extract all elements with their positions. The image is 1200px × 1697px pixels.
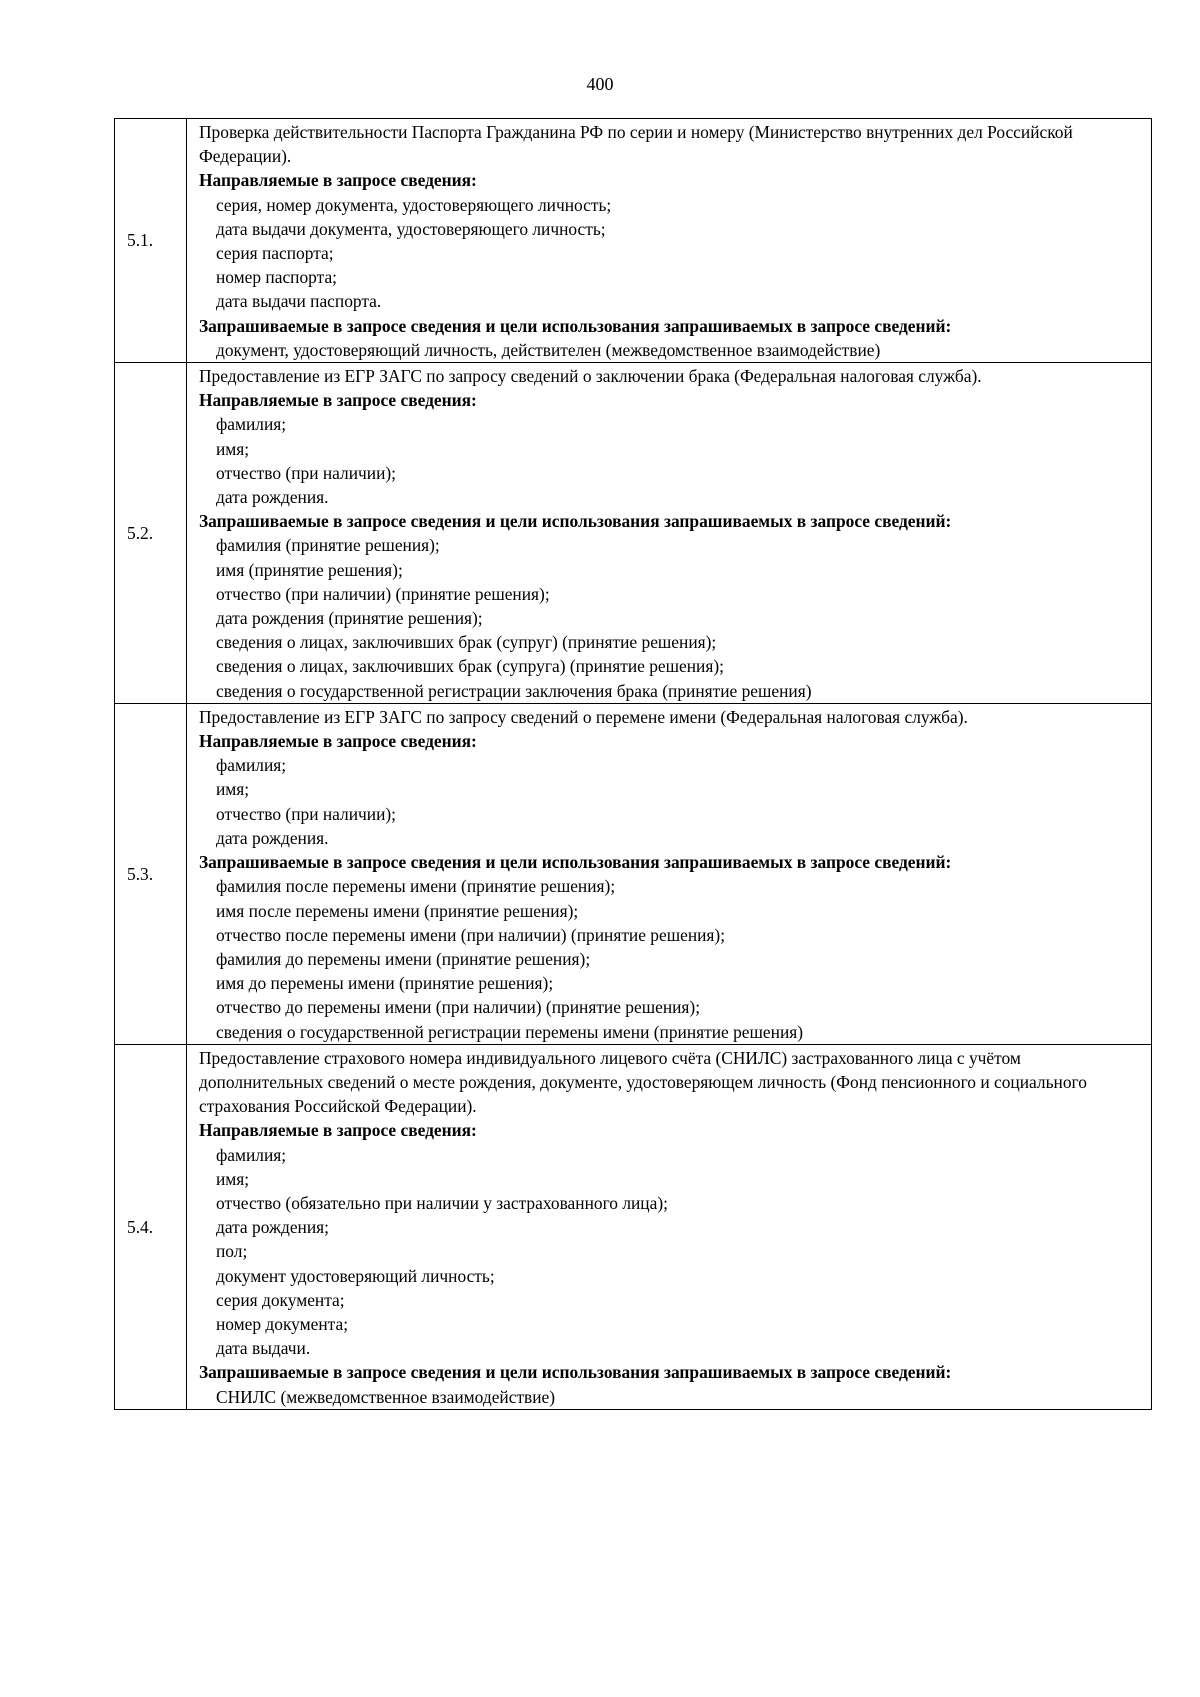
table-row <box>115 119 1152 363</box>
sent-item: имя; <box>216 1168 250 1189</box>
requested-item: документ, удостоверяющий личность, действителен (межведомственное взаимодействие) <box>216 339 881 360</box>
sent-item: серия паспорта; <box>216 243 334 264</box>
service-title: Предоставление из ЕГР ЗАГС по запросу сведений о перемене имени (Федеральная налоговая служба). <box>199 706 968 727</box>
sent-item: имя; <box>216 779 250 800</box>
requested-heading: Запрашиваемые в запросе сведения и цели использования запрашиваемых в запросе сведений: <box>199 315 952 336</box>
sent-item: отчество (обязательно при наличии у застрахованного лица); <box>216 1192 668 1213</box>
sent-heading: Направляемые в запросе сведения: <box>199 170 477 191</box>
sent-item: фамилия; <box>216 1144 287 1165</box>
table-row <box>115 703 1152 1044</box>
requested-item: отчество (при наличии) (принятие решения); <box>216 583 550 604</box>
row-content <box>187 1044 1152 1409</box>
requested-item: сведения о государственной регистрации заключения брака (принятие решения) <box>216 680 812 701</box>
requested-item: сведения о лицах, заключивших брак (супруга) (принятие решения); <box>216 656 724 677</box>
sent-item: фамилия; <box>216 755 287 776</box>
row-content <box>187 119 1152 363</box>
row-content <box>187 703 1152 1044</box>
sent-item: дата рождения; <box>216 1217 329 1238</box>
requested-item: сведения о государственной регистрации перемены имени (принятие решения) <box>216 1021 804 1042</box>
sent-heading: Направляемые в запросе сведения: <box>199 390 477 411</box>
service-title: Предоставление страхового номера индивидуального лицевого счёта (СНИЛС) застрахованного лица с учётом дополнительных сведений о месте рождения, документе, удостоверяющем личность (Фонд пенсионного и социального страхования Российской Федерации). <box>199 1047 1087 1117</box>
sent-item: отчество (при наличии); <box>216 803 397 824</box>
requested-item: дата рождения (принятие решения); <box>216 608 483 629</box>
sent-item: имя; <box>216 438 250 459</box>
requested-item: имя (принятие решения); <box>216 559 403 580</box>
service-title: Предоставление из ЕГР ЗАГС по запросу сведений о заключении брака (Федеральная налоговая служба). <box>199 366 982 387</box>
requested-item: СНИЛС (межведомственное взаимодействие) <box>216 1386 556 1407</box>
sent-item: дата выдачи. <box>216 1338 311 1359</box>
sent-item: дата рождения. <box>216 827 329 848</box>
table-body <box>115 119 1152 1410</box>
requested-heading: Запрашиваемые в запросе сведения и цели использования запрашиваемых в запросе сведений: <box>199 511 952 532</box>
requested-item: фамилия после перемены имени (принятие решения); <box>216 876 616 897</box>
requested-heading: Запрашиваемые в запросе сведения и цели использования запрашиваемых в запросе сведений: <box>199 1362 952 1383</box>
requested-heading: Запрашиваемые в запросе сведения и цели использования запрашиваемых в запросе сведений: <box>199 852 952 873</box>
sent-item: дата выдачи паспорта. <box>216 291 382 312</box>
row-number: 5.4. <box>115 1044 187 1409</box>
services-table <box>114 118 1152 1410</box>
requested-item: имя до перемены имени (принятие решения); <box>216 973 554 994</box>
requested-item: сведения о лицах, заключивших брак (супруг) (принятие решения); <box>216 632 717 653</box>
sent-item: номер документа; <box>216 1313 349 1334</box>
requested-item: фамилия до перемены имени (принятие решения); <box>216 948 591 969</box>
sent-item: документ удостоверяющий личность; <box>216 1265 495 1286</box>
sent-heading: Направляемые в запросе сведения: <box>199 1120 477 1141</box>
table-row <box>115 363 1152 704</box>
sent-item: отчество (при наличии); <box>216 462 397 483</box>
sent-heading: Направляемые в запросе сведения: <box>199 731 477 752</box>
row-number: 5.1. <box>115 119 187 363</box>
row-content <box>187 363 1152 704</box>
row-number: 5.3. <box>115 703 187 1044</box>
requested-item: фамилия (принятие решения); <box>216 535 440 556</box>
sent-item: дата выдачи документа, удостоверяющего личность; <box>216 218 606 239</box>
sent-item: номер паспорта; <box>216 267 338 288</box>
requested-item: отчество после перемены имени (при наличии) (принятие решения); <box>216 924 726 945</box>
table-row <box>115 1044 1152 1409</box>
requested-item: отчество до перемены имени (при наличии) (принятие решения); <box>216 997 701 1018</box>
service-title: Проверка действительности Паспорта Гражданина РФ по серии и номеру (Министерство внутренних дел Российской Федерации). <box>199 122 1073 167</box>
sent-item: дата рождения. <box>216 487 329 508</box>
sent-item: серия документа; <box>216 1289 345 1310</box>
requested-item: имя после перемены имени (принятие решения); <box>216 900 579 921</box>
sent-item: серия, номер документа, удостоверяющего личность; <box>216 194 612 215</box>
sent-item: фамилия; <box>216 414 287 435</box>
sent-item: пол; <box>216 1241 248 1262</box>
page-number: 400 <box>586 74 614 94</box>
row-number: 5.2. <box>115 363 187 704</box>
